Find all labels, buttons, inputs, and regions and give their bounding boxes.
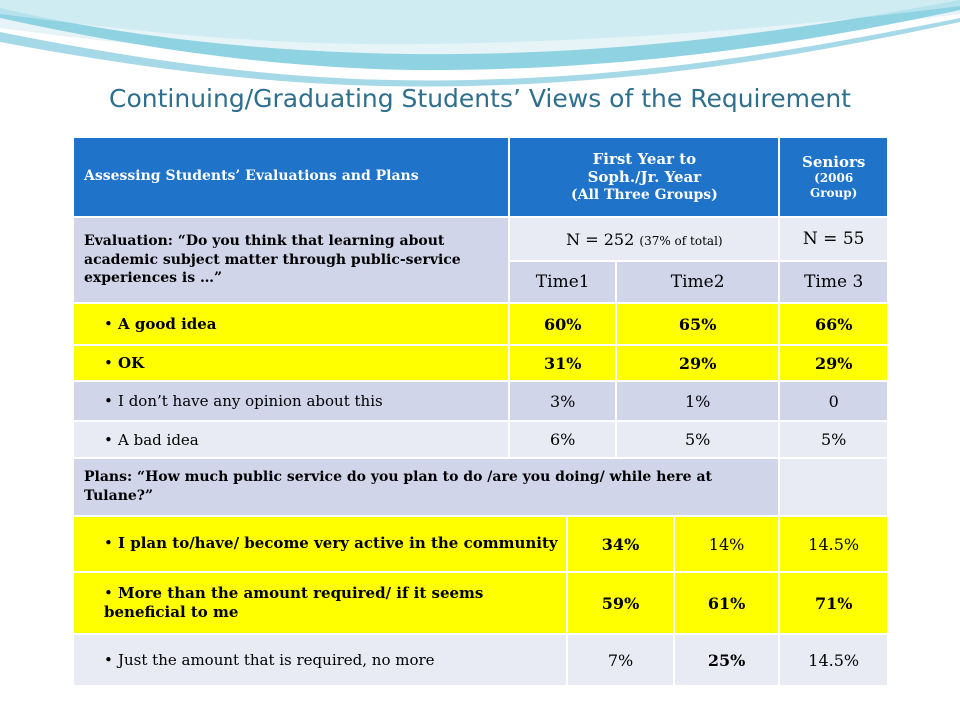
plans-empty-cell xyxy=(779,458,888,516)
time1-value: 6% xyxy=(509,421,616,458)
time1-value: 31% xyxy=(509,345,616,381)
time1-value: 59% xyxy=(567,572,674,634)
time1-header: Time1 xyxy=(509,261,616,303)
slide-title: Continuing/Graduating Students’ Views of the Requirement xyxy=(109,84,851,113)
evaluation-option-label: • A bad idea xyxy=(73,421,509,458)
evaluation-option-label: • A good idea xyxy=(73,303,509,345)
time1-value: 7% xyxy=(567,634,674,686)
survey-table xyxy=(72,136,889,687)
time3-value: 14.5% xyxy=(779,634,888,686)
time3-value: 29% xyxy=(779,345,888,381)
evaluation-row xyxy=(73,381,888,421)
option-text: I plan to/have/ become very active in the community xyxy=(118,534,558,553)
header-seniors-line1: Seniors xyxy=(802,152,866,171)
time3-header: Time 3 xyxy=(779,261,888,303)
option-text: A bad idea xyxy=(118,430,199,449)
time1-value: 34% xyxy=(567,516,674,572)
header-row xyxy=(73,137,888,217)
time3-value: 14.5% xyxy=(779,516,888,572)
time2-value: 25% xyxy=(674,634,780,686)
n-seniors: N = 55 xyxy=(779,217,888,261)
time2-value: 1% xyxy=(616,381,779,421)
time2-value: 65% xyxy=(616,303,779,345)
header-first-year-line1: First Year to xyxy=(592,149,697,168)
evaluation-row xyxy=(73,345,888,381)
time2-value: 61% xyxy=(674,572,780,634)
time3-value: 5% xyxy=(779,421,888,458)
header-first-year-line3: (All Three Groups) xyxy=(570,187,718,203)
evaluation-row xyxy=(73,421,888,458)
option-text: A good idea xyxy=(118,315,217,333)
n-first-year xyxy=(509,217,779,261)
time1-value: 60% xyxy=(509,303,616,345)
plans-option-label: • More than the amount required/ if it seems beneficial to me xyxy=(73,572,567,634)
time2-header: Time2 xyxy=(616,261,779,303)
option-text: Just the amount that is required, no more xyxy=(118,651,435,669)
header-first-year-line2: Soph./Jr. Year xyxy=(587,168,702,187)
time1-value: 3% xyxy=(509,381,616,421)
evaluation-row xyxy=(73,303,888,345)
plans-question: Plans: “How much public service do you plan to do /are you doing/ while here at Tulane?” xyxy=(73,458,779,516)
option-text: I don’t have any opinion about this xyxy=(118,392,383,410)
header-first-year xyxy=(509,137,779,217)
plans-row xyxy=(73,572,888,634)
time2-value: 5% xyxy=(616,421,779,458)
evaluation-option-label: • I don’t have any opinion about this xyxy=(73,381,509,421)
time3-value: 66% xyxy=(779,303,888,345)
evaluation-question-row xyxy=(73,217,888,261)
plans-question-row xyxy=(73,458,888,516)
evaluation-question: Evaluation: “Do you think that learning about academic subject matter through public-service experiences is …” xyxy=(73,217,509,303)
time2-value: 14% xyxy=(674,516,780,572)
plans-row xyxy=(73,516,888,572)
plans-option-label: • Just the amount that is required, no more xyxy=(73,634,567,686)
option-text: More than the amount required/ if it seems beneficial to me xyxy=(104,583,484,621)
header-seniors-line3: Group) xyxy=(809,186,858,201)
n-first-year-note: (37% of total) xyxy=(639,233,723,248)
plans-option-label: • I plan to/have/ become very active in the community xyxy=(73,516,567,572)
header-label: Assessing Students’ Evaluations and Plans xyxy=(73,137,509,217)
time2-value: 29% xyxy=(616,345,779,381)
plans-row xyxy=(73,634,888,686)
header-seniors-line2: (2006 xyxy=(814,171,854,186)
header-seniors xyxy=(779,137,888,217)
time3-value: 71% xyxy=(779,572,888,634)
time3-value: 0 xyxy=(779,381,888,421)
evaluation-option-label: • OK xyxy=(73,345,509,381)
n-first-year-value: N = 252 xyxy=(566,229,635,249)
option-text: OK xyxy=(118,354,145,372)
